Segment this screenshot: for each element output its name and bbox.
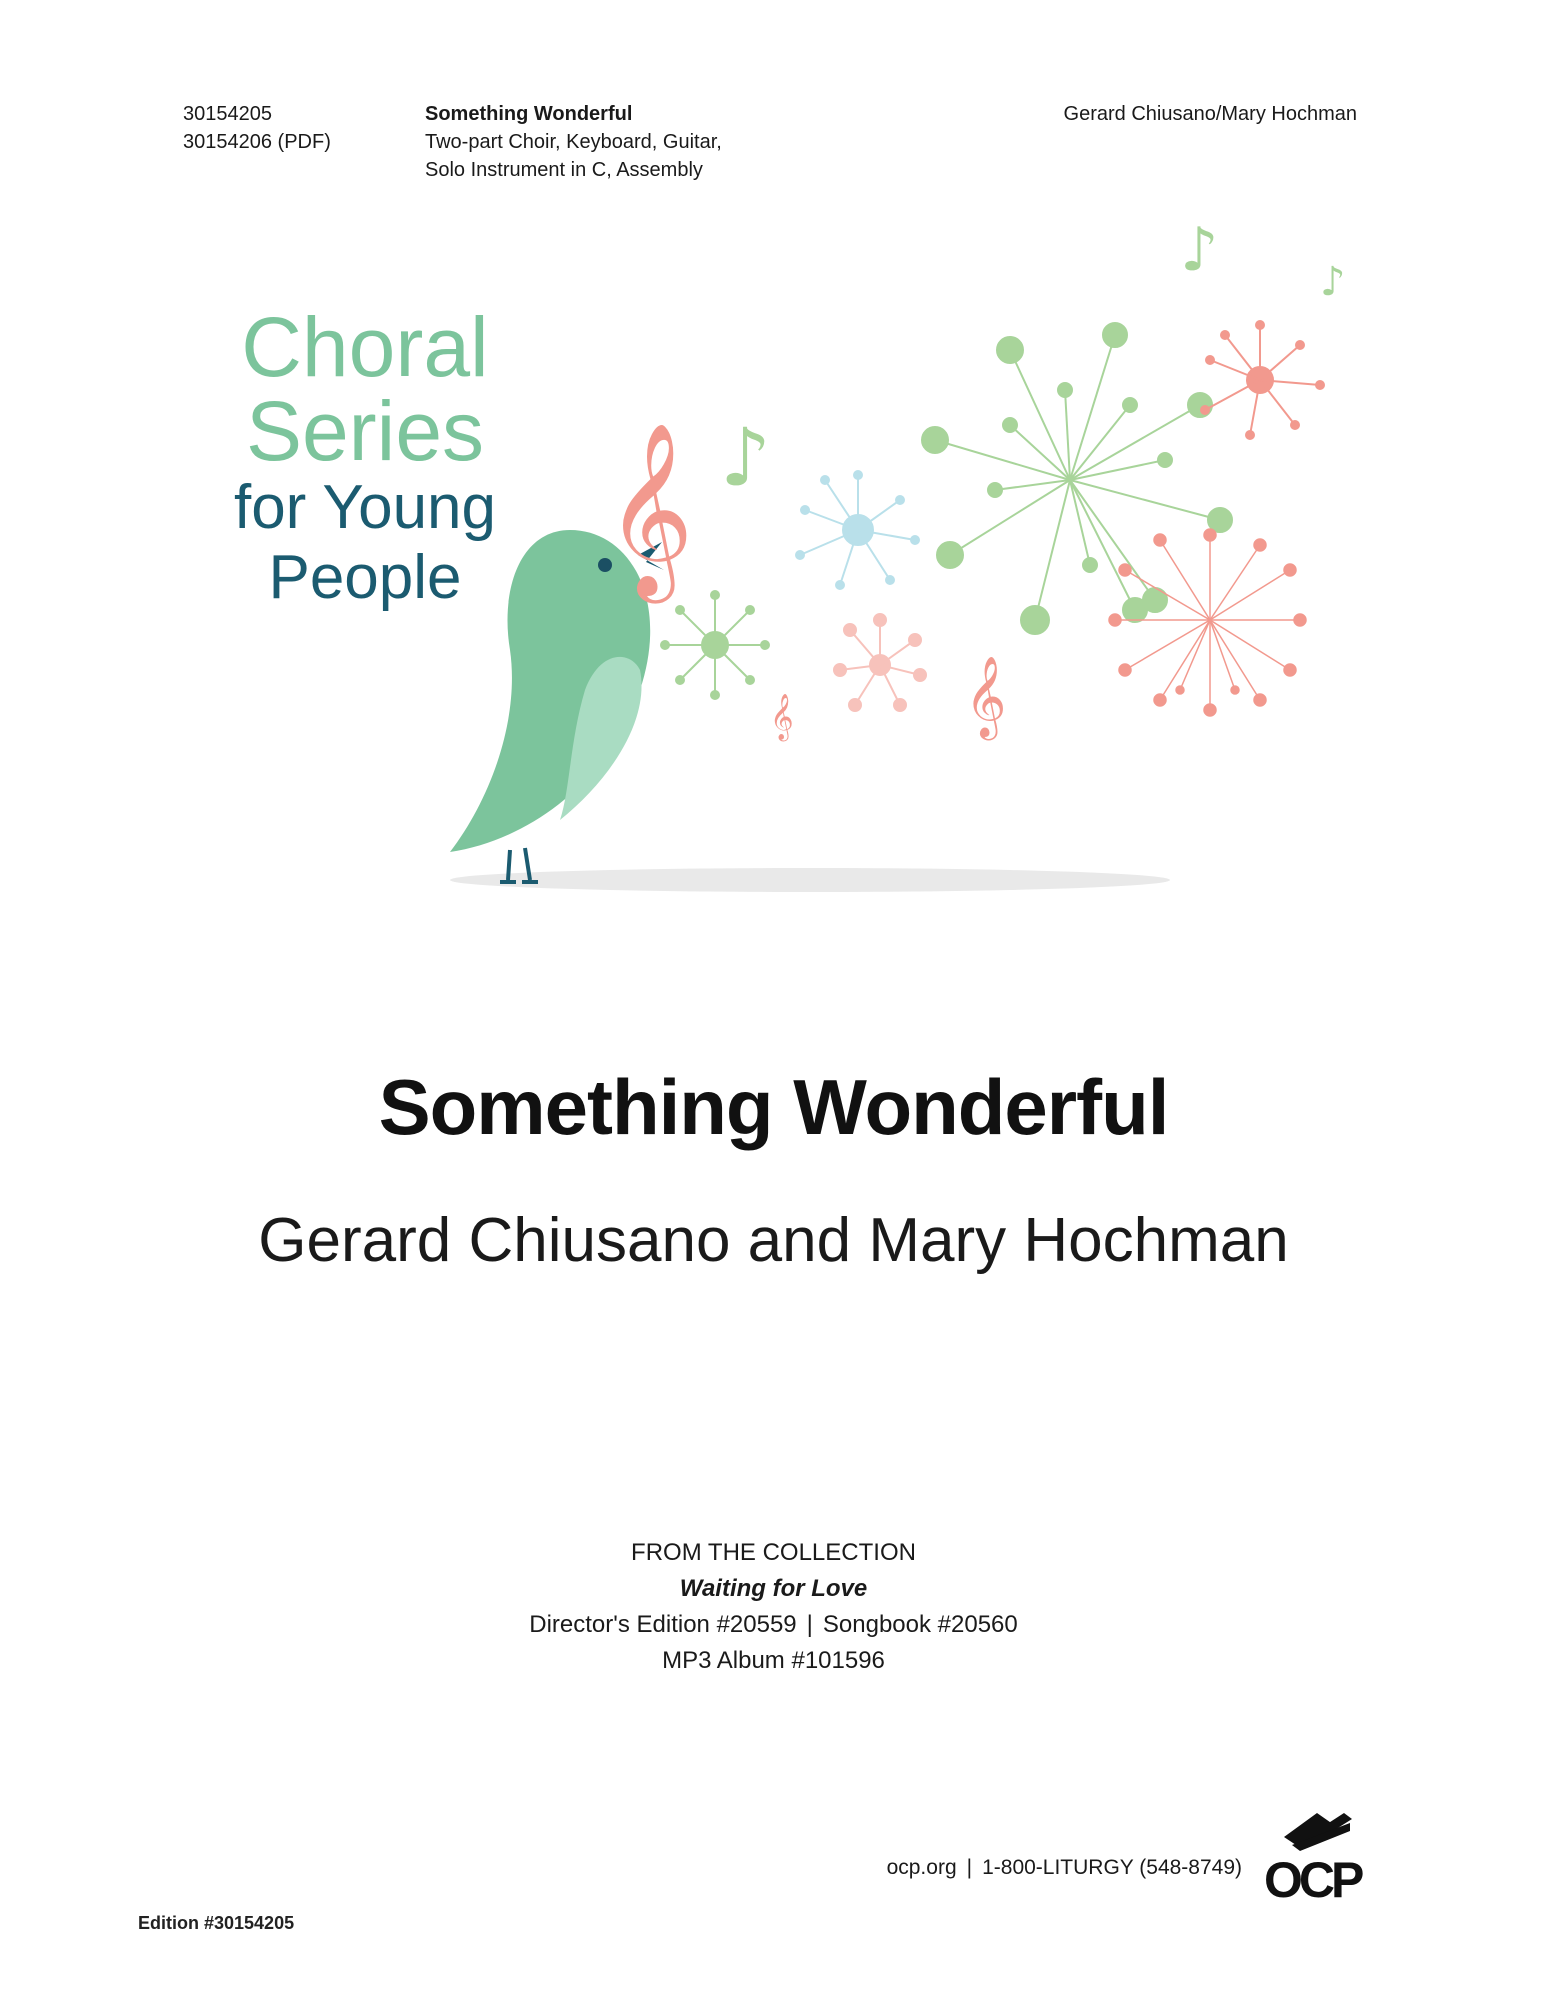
tiny-treble-clef-icon: [770, 694, 794, 742]
music-note-icon: [720, 411, 771, 504]
header-instrumentation-line-2: Solo Instrument in C, Assembly: [425, 159, 703, 181]
music-note-corner-icon: [1320, 259, 1346, 305]
collection-info: [0, 1535, 1547, 1679]
firework-burst-pink-top-icon: [1201, 321, 1324, 439]
ocp-logo-text: OCP: [1264, 1852, 1361, 1905]
footer-phone: 1-800-LITURGY (548-8749): [982, 1856, 1242, 1879]
cover-illustration: [410, 220, 1370, 920]
svg-text:♪: ♪: [720, 411, 772, 504]
catalog-code-pdf: 30154206 (PDF): [183, 131, 331, 153]
firework-burst-pink-small-icon: [834, 614, 926, 711]
svg-text:♪: ♪: [1180, 220, 1219, 285]
footer-contact: [887, 1856, 1242, 1880]
edition-number: Edition #30154205: [138, 1913, 295, 1933]
header-authors: Gerard Chiusano/Mary Hochman: [1063, 103, 1357, 125]
ocp-logo: [1262, 1805, 1372, 1905]
bird-shadow: [450, 868, 1170, 892]
svg-text:𝄞: 𝄞: [965, 655, 1007, 737]
svg-text:𝄞: 𝄞: [770, 694, 794, 740]
small-treble-clef-icon: [965, 655, 1006, 740]
series-logo-line-4: People: [268, 543, 462, 612]
music-note-top-icon: [1180, 220, 1218, 285]
svg-text:♪: ♪: [1320, 259, 1346, 305]
page-authors: Gerard Chiusano and Mary Hochman: [258, 1206, 1289, 1275]
treble-clef-icon: [605, 422, 694, 604]
collection-label: FROM THE COLLECTION: [631, 1539, 916, 1566]
footer-site-link[interactable]: ocp.org: [886, 1856, 957, 1879]
series-logo-line-3: for Young: [233, 473, 497, 542]
header-title-block: [425, 100, 722, 184]
series-logo-line-2: Series: [245, 384, 485, 478]
songbook-edition: Songbook #20560: [822, 1611, 1018, 1638]
firework-burst-icon: [661, 591, 769, 699]
header-catalog-codes: [183, 100, 331, 156]
header-title: Something Wonderful: [425, 103, 633, 125]
collection-separator: |: [806, 1611, 813, 1638]
mp3-album: MP3 Album #101596: [662, 1647, 885, 1674]
collection-editions: [0, 1607, 1547, 1643]
footer-separator: |: [966, 1856, 973, 1879]
directors-edition: Director's Edition #20559: [529, 1611, 797, 1638]
firework-burst-large-green-icon: [922, 323, 1232, 634]
page-title: Something Wonderful: [378, 1063, 1169, 1151]
svg-text:𝄞: 𝄞: [605, 422, 694, 596]
catalog-code-print: 30154205: [183, 103, 272, 125]
series-logo-line-1: Choral: [241, 300, 489, 394]
collection-name: Waiting for Love: [679, 1575, 868, 1602]
header-instrumentation-line-1: Two-part Choir, Keyboard, Guitar,: [425, 131, 722, 153]
firework-burst-blue-icon: [796, 471, 919, 589]
